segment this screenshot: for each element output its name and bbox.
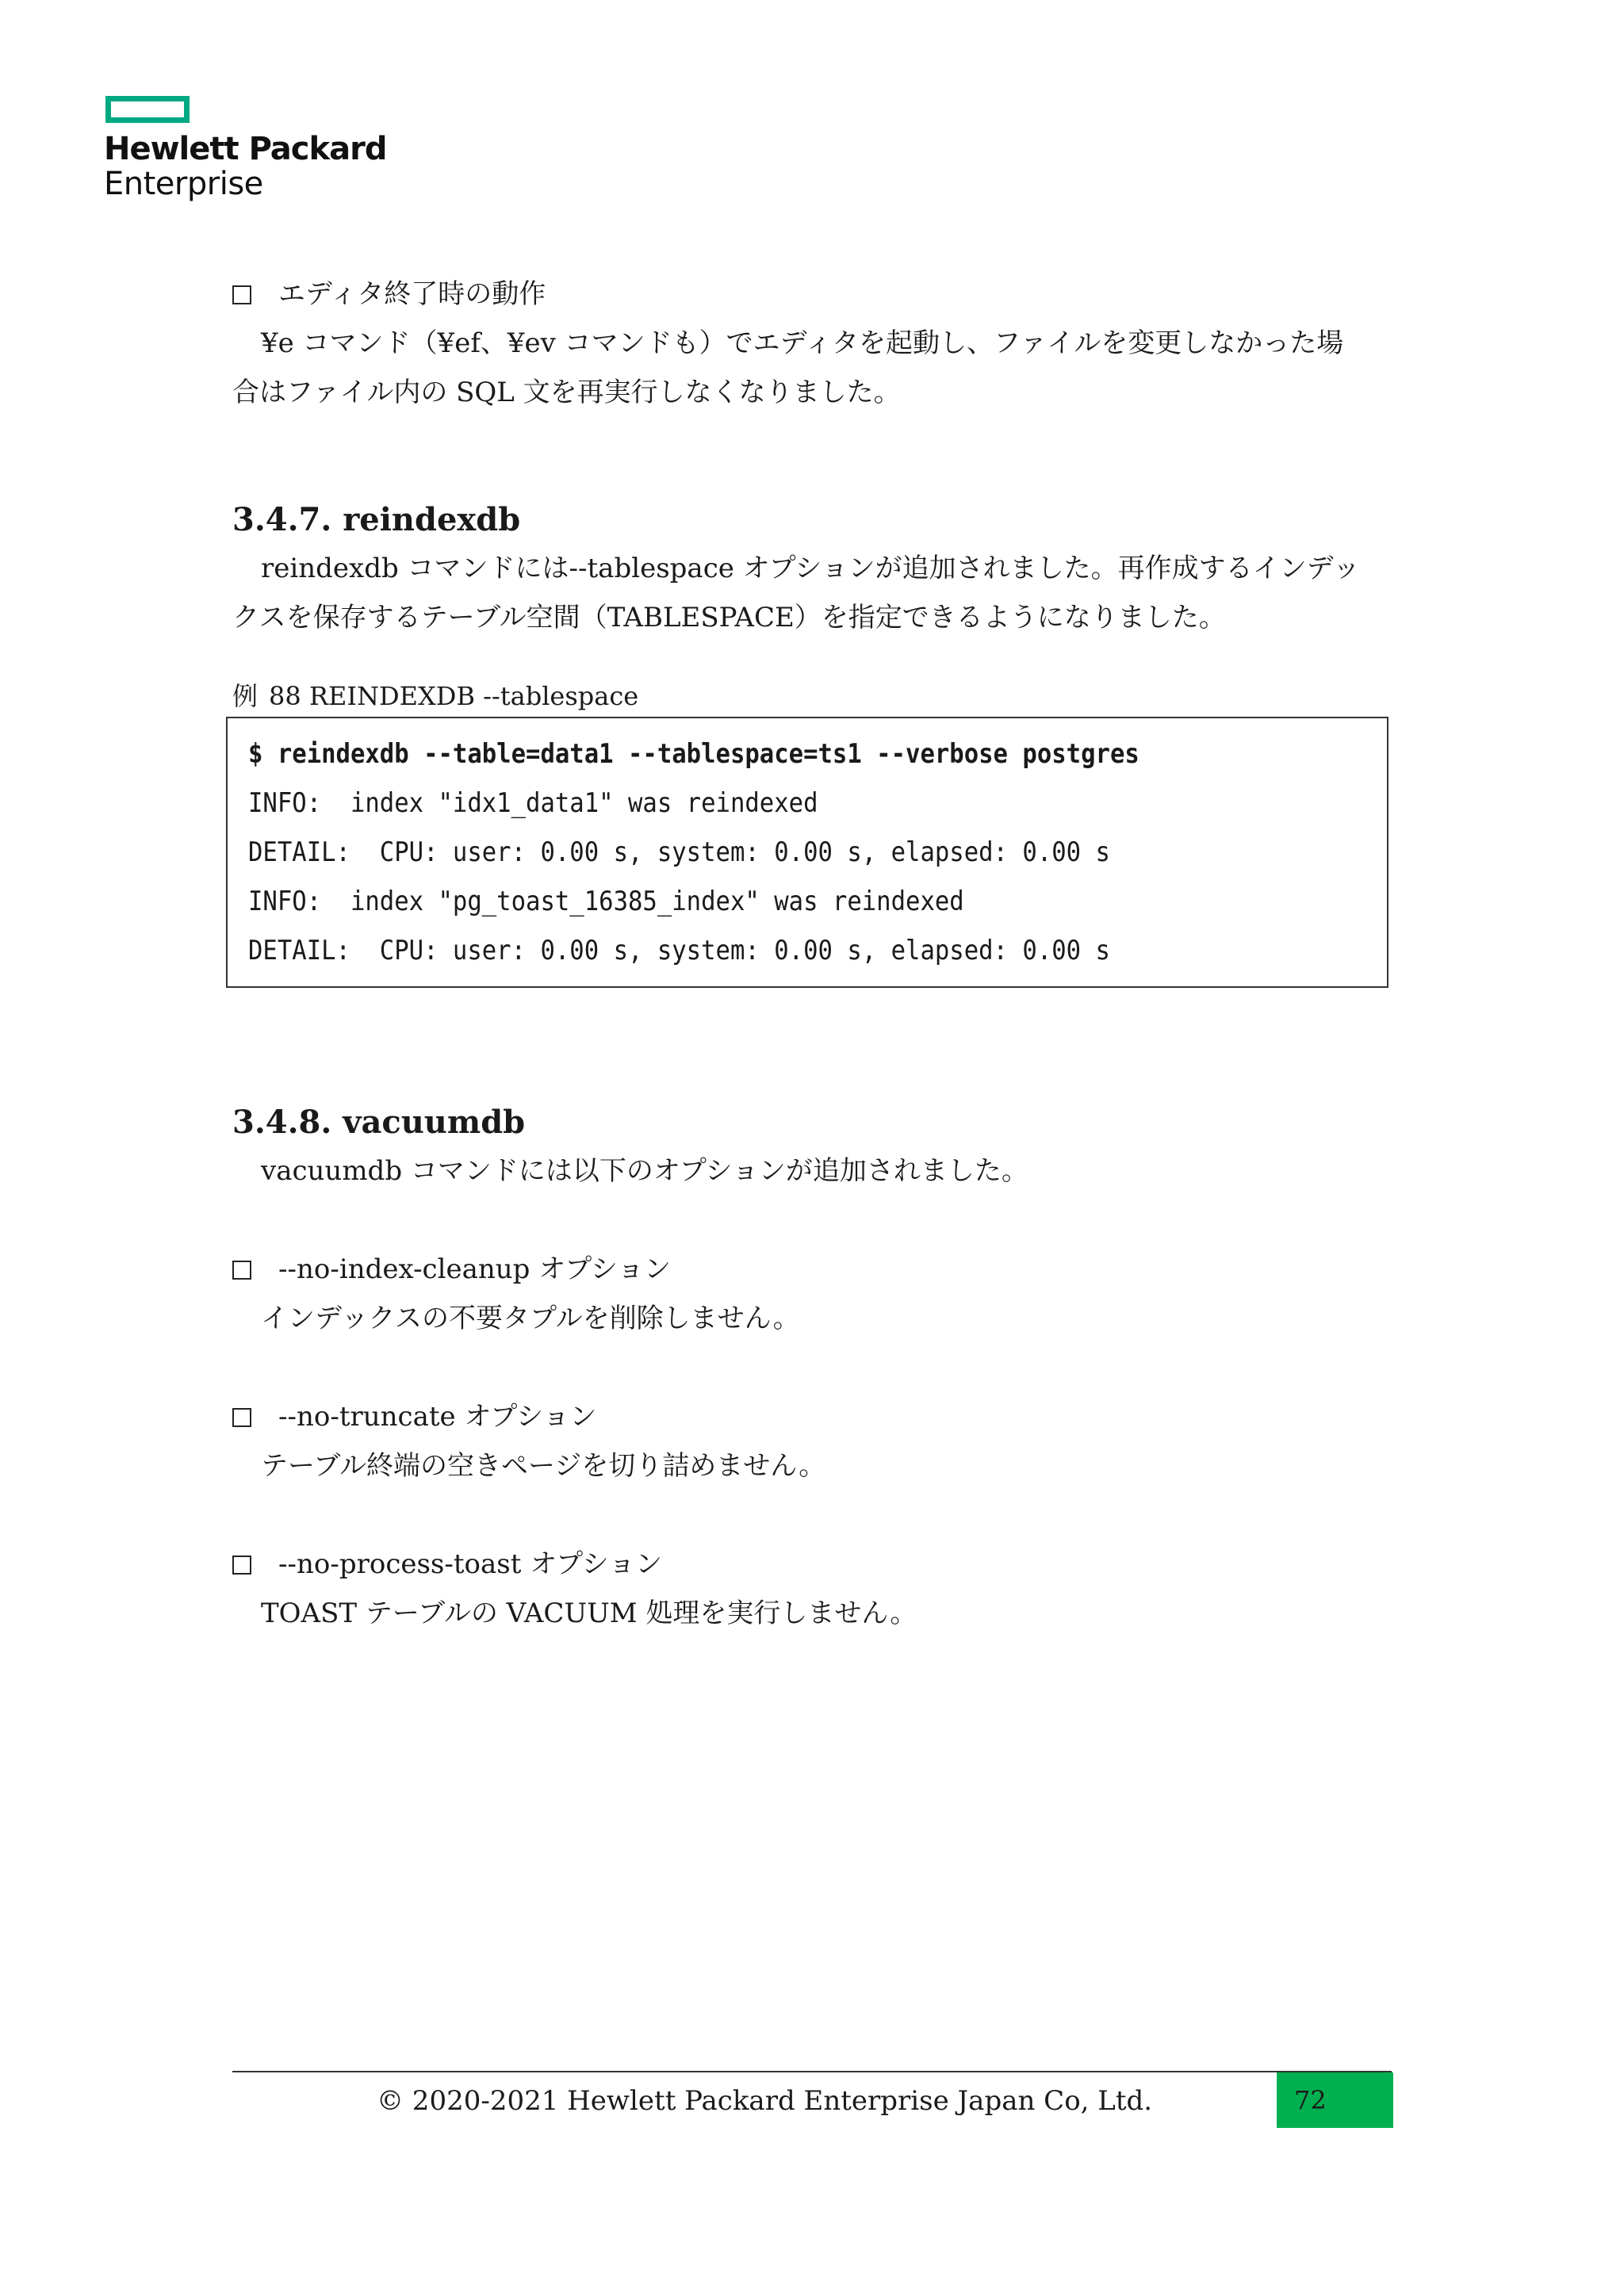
option-label-text: --no-process-toast オプション — [278, 1548, 663, 1580]
option-item — [232, 1245, 1398, 1343]
reindexdb-text-line2: クスを保存するテーブル空間（TABLESPACE）を指定できるようになりました。 — [232, 602, 1226, 633]
option-description: インデックスの不要タプルを削除しません。 — [261, 1303, 800, 1334]
editor-section — [232, 270, 1398, 417]
checkbox-bullet-icon — [232, 1261, 251, 1280]
page-number: 72 — [1277, 2072, 1393, 2128]
editor-bullet — [232, 270, 1398, 319]
hpe-logo-element-icon — [105, 96, 190, 123]
checkbox-bullet-icon — [232, 1556, 251, 1575]
editor-text-line1: ¥e コマンド（¥ef、¥ev コマンドも）でエディタを起動し、ファイルを変更しなかった場 — [261, 327, 1344, 359]
option-label — [232, 1245, 1398, 1294]
checkbox-bullet-icon — [232, 1408, 251, 1427]
reindexdb-heading: 3.4.7. reindexdb — [232, 501, 521, 538]
option-description: TOAST テーブルの VACUUM 処理を実行しません。 — [261, 1598, 917, 1629]
editor-text-line2: 合はファイル内の SQL 文を再実行しなくなりました。 — [232, 377, 901, 408]
logo-text-line2: Enterprise — [104, 166, 263, 202]
reindexdb-section — [232, 496, 1398, 988]
hpe-logo — [104, 93, 387, 204]
option-item — [232, 1540, 1398, 1638]
code-line: DETAIL: CPU: user: 0.00 s, system: 0.00 s, elapsed: 0.00 s — [248, 935, 1110, 966]
checkbox-bullet-icon — [232, 285, 251, 304]
option-label-text: --no-truncate オプション — [278, 1401, 597, 1433]
editor-bullet-label: エディタ終了時の動作 — [278, 278, 546, 310]
option-item — [232, 1392, 1398, 1490]
code-line: DETAIL: CPU: user: 0.00 s, system: 0.00 s, elapsed: 0.00 s — [248, 836, 1110, 868]
option-label — [232, 1392, 1398, 1441]
code-line: INFO: index "pg_toast_16385_index" was reindexed — [248, 886, 964, 917]
footer-copyright: © 2020-2021 Hewlett Packard Enterprise Japan Co, Ltd. — [377, 2085, 1153, 2117]
footer-divider — [232, 2071, 1392, 2072]
reindexdb-text-line1: reindexdb コマンドには--tablespace オプションが追加されました。再作成するインデッ — [261, 553, 1360, 584]
logo-text-line1: Hewlett Packard — [104, 131, 387, 167]
code-line: $ reindexdb --table=data1 --tablespace=ts1 --verbose postgres — [248, 738, 1139, 770]
example-caption — [232, 679, 1398, 714]
vacuumdb-section — [232, 1099, 1398, 1638]
example-prefix: 例 — [232, 681, 259, 711]
vacuumdb-intro: vacuumdb コマンドには以下のオプションが追加されました。 — [261, 1155, 1028, 1187]
option-label — [232, 1540, 1398, 1589]
code-example-box — [226, 717, 1388, 988]
example-caption-text: 88 REINDEXDB --tablespace — [269, 681, 639, 711]
option-label-text: --no-index-cleanup オプション — [278, 1253, 672, 1285]
option-description: テーブル終端の空きページを切り詰めません。 — [261, 1450, 826, 1482]
vacuumdb-heading: 3.4.8. vacuumdb — [232, 1104, 526, 1141]
code-line: INFO: index "idx1_data1" was reindexed — [248, 787, 818, 819]
page-content — [232, 270, 1398, 1638]
